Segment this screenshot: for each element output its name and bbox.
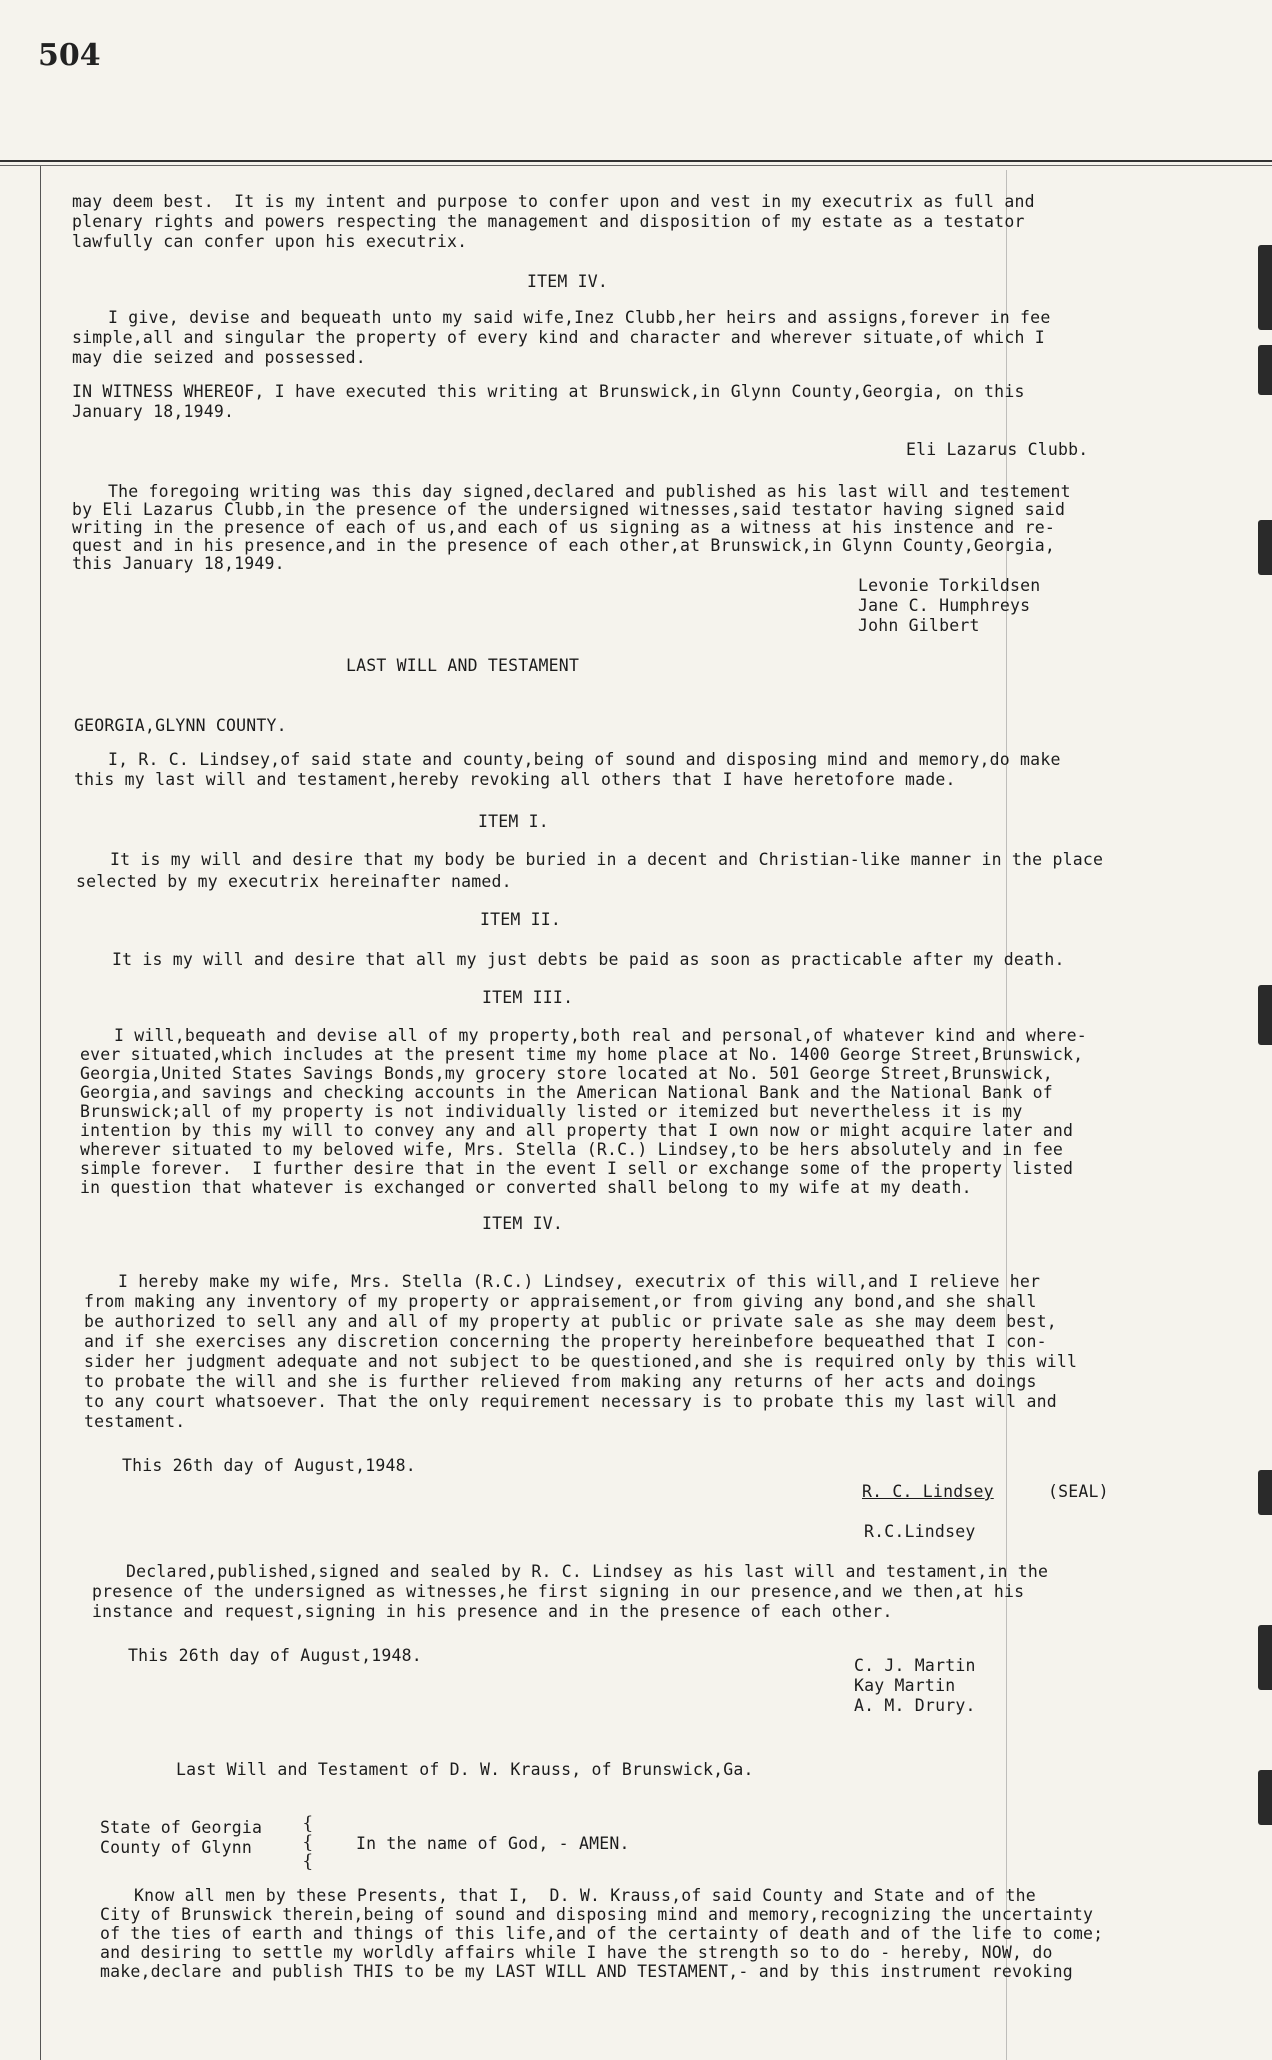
paragraph-line: simple forever. I further desire that in the event I sell or exchange some of the property listed bbox=[80, 1159, 1074, 1178]
paragraph-line: simple,all and singular the property of every kind and character and wherever situate,of which I bbox=[72, 328, 1045, 347]
witness-name: C. J. Martin bbox=[854, 1656, 976, 1675]
paragraph-line: make,declare and publish THIS to be my LAST WILL AND TESTAMENT,- and by this instrument revoking bbox=[100, 1962, 1073, 1981]
attestation-line: quest and in his presence,and in the presence of each other,at Brunswick,in Glynn County,Georgia, bbox=[72, 536, 1055, 555]
paragraph-line: wherever situated to my beloved wife, Mrs. Stella (R.C.) Lindsey,to be hers absolutely and in fee bbox=[80, 1140, 1063, 1159]
paragraph-line: from making any inventory of my property or appraisement,or from giving any bond,and she shall bbox=[84, 1292, 1037, 1311]
item-heading: ITEM II. bbox=[480, 910, 562, 929]
paragraph-line: Georgia,and savings and checking accounts in the American National Bank and the National Bank of bbox=[80, 1083, 1053, 1102]
witness-clause-line: January 18,1949. bbox=[72, 402, 235, 421]
attestation-line: presence of the undersigned as witnesses,he first signing in our presence,and we then,at his bbox=[92, 1582, 1025, 1601]
witness-name: Jane C. Humphreys bbox=[858, 596, 1031, 615]
paragraph-line: this my last will and testament,hereby revoking all others that I have heretofore made. bbox=[74, 770, 956, 789]
paragraph-line: of the ties of earth and things of this life,and of the certainty of death and of the life to come; bbox=[100, 1924, 1104, 1943]
attestation-line: instance and request,signing in his presence and in the presence of each other. bbox=[92, 1602, 893, 1621]
paragraph-line: be authorized to sell any and all of my property at public or private sale as she may deem best, bbox=[84, 1312, 1057, 1331]
paragraph-line: selected by my executrix hereinafter named. bbox=[76, 872, 512, 891]
venue-line: State of Georgia bbox=[100, 1818, 263, 1837]
item-heading: ITEM IV. bbox=[482, 1214, 564, 1233]
paragraph-line: Georgia,United States Savings Bonds,my grocery store located at No. 501 George Street,Brunswick, bbox=[80, 1064, 1053, 1083]
item-heading: ITEM III. bbox=[482, 988, 574, 1007]
item-heading: ITEM IV. bbox=[527, 272, 609, 291]
paragraph-line: in question that whatever is exchanged or converted shall belong to my wife at my death. bbox=[80, 1178, 972, 1197]
paragraph-line: intention by this my will to convey any and all property that I own now or might acquire later and bbox=[80, 1121, 1074, 1140]
date-line: This 26th day of August,1948. bbox=[122, 1456, 416, 1475]
index-tab bbox=[1258, 245, 1272, 330]
witness-name: John Gilbert bbox=[858, 616, 980, 635]
index-tab bbox=[1258, 345, 1272, 395]
paragraph-line: and if she exercises any discretion concerning the property hereinbefore bequeathed that I con- bbox=[84, 1332, 1047, 1351]
paragraph-line: testament. bbox=[84, 1412, 186, 1431]
index-tab bbox=[1258, 1470, 1272, 1515]
paragraph-line: It is my will and desire that my body be buried in a decent and Christian-like manner in the place bbox=[110, 850, 1104, 869]
printed-name: R.C.Lindsey bbox=[864, 1522, 976, 1541]
venue-line: County of Glynn bbox=[100, 1838, 253, 1857]
index-tab bbox=[1258, 985, 1272, 1045]
paragraph-line: ever situated,which includes at the present time my home place at No. 1400 George Street,Brunswick, bbox=[80, 1045, 1084, 1064]
date-line: This 26th day of August,1948. bbox=[128, 1646, 422, 1665]
paragraph-line: I give, devise and bequeath unto my said wife,Inez Clubb,her heirs and assigns,forever in fee bbox=[108, 308, 1051, 327]
paragraph-line: I hereby make my wife, Mrs. Stella (R.C.) Lindsey, executrix of this will,and I relieve her bbox=[118, 1272, 1041, 1291]
seal-mark: (SEAL) bbox=[1048, 1482, 1109, 1501]
witness-name: A. M. Drury. bbox=[854, 1696, 976, 1715]
attestation-line: writing in the presence of each of us,and each of us signing as a witness at his instence and re- bbox=[72, 518, 1055, 537]
paragraph-line: and desiring to settle my worldly affairs while I have the strength so to do - hereby, NOW, do bbox=[100, 1943, 1053, 1962]
witness-clause-line: IN WITNESS WHEREOF, I have executed this writing at Brunswick,in Glynn County,Georgia, on this bbox=[72, 382, 1025, 401]
paragraph-line: It is my will and desire that all my just debts be paid as soon as practicable after my death. bbox=[112, 950, 1065, 969]
testator-signature: Eli Lazarus Clubb. bbox=[906, 440, 1089, 459]
index-tab bbox=[1258, 1770, 1272, 1825]
testator-signature: R. C. Lindsey bbox=[862, 1482, 994, 1501]
attestation-line: Declared,published,signed and sealed by R. C. Lindsey as his last will and testament,in the bbox=[126, 1562, 1049, 1581]
paragraph-line: I will,bequeath and devise all of my property,both real and personal,of whatever kind and where- bbox=[114, 1026, 1087, 1045]
attestation-line: this January 18,1949. bbox=[72, 554, 285, 573]
invocation: In the name of God, - AMEN. bbox=[356, 1834, 630, 1853]
paragraph-line: may deem best. It is my intent and purpose to confer upon and vest in my executrix as full and bbox=[72, 192, 1035, 211]
paragraph-line: lawfully can confer upon his executrix. bbox=[72, 232, 468, 251]
page-number: 504 bbox=[38, 38, 101, 73]
index-tab bbox=[1258, 1625, 1272, 1690]
paragraph-line: Brunswick;all of my property is not individually listed or itemized but nevertheless it is my bbox=[80, 1102, 1023, 1121]
paragraph-line: to any court whatsoever. That the only requirement necessary is to probate this my last will and bbox=[84, 1392, 1057, 1411]
paragraph-line: to probate the will and she is further relieved from making any returns of her acts and doings bbox=[84, 1372, 1037, 1391]
witness-name: Levonie Torkildsen bbox=[858, 576, 1041, 595]
item-heading: ITEM I. bbox=[478, 812, 549, 831]
margin-line bbox=[40, 166, 41, 2060]
will-title: Last Will and Testament of D. W. Krauss, of Brunswick,Ga. bbox=[176, 1760, 754, 1779]
witness-name: Kay Martin bbox=[854, 1676, 956, 1695]
attestation-line: The foregoing writing was this day signed,declared and published as his last will and testement bbox=[108, 482, 1071, 501]
index-tab bbox=[1258, 520, 1272, 575]
paragraph-line: I, R. C. Lindsey,of said state and county,being of sound and disposing mind and memory,do make bbox=[108, 750, 1061, 769]
attestation-line: by Eli Lazarus Clubb,in the presence of the undersigned witnesses,said testator having signed said bbox=[72, 500, 1066, 519]
will-title: LAST WILL AND TESTAMENT bbox=[346, 656, 580, 675]
paragraph-line: City of Brunswick therein,being of sound and disposing mind and memory,recognizing the uncertainty bbox=[100, 1905, 1094, 1924]
paragraph-line: sider her judgment adequate and not subject to be questioned,and she is required only by this will bbox=[84, 1352, 1078, 1371]
header-rule-thin bbox=[0, 165, 1272, 166]
venue-brace: { { { bbox=[302, 1813, 314, 1872]
paragraph-line: plenary rights and powers respecting the management and disposition of my estate as a testator bbox=[72, 212, 1025, 231]
paragraph-line: Know all men by these Presents, that I, D. W. Krauss,of said County and State and of the bbox=[134, 1886, 1036, 1905]
paragraph-line: may die seized and possessed. bbox=[72, 348, 366, 367]
venue: GEORGIA,GLYNN COUNTY. bbox=[74, 716, 287, 735]
header-rule bbox=[0, 160, 1272, 162]
